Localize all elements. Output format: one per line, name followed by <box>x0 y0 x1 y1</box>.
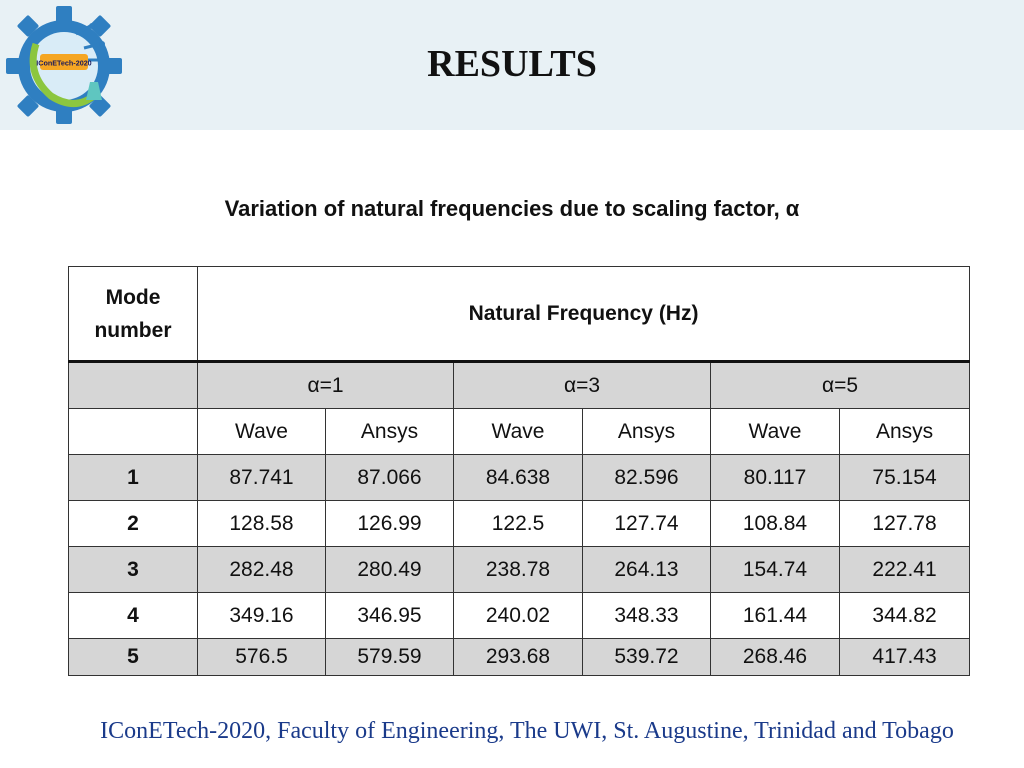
method-header: Ansys <box>583 409 711 455</box>
value-cell: 87.066 <box>326 455 454 501</box>
blank-cell <box>69 362 198 409</box>
value-cell: 222.41 <box>840 547 970 593</box>
mode-cell: 5 <box>69 639 198 676</box>
mode-cell: 2 <box>69 501 198 547</box>
value-cell: 75.154 <box>840 455 970 501</box>
method-header: Wave <box>454 409 583 455</box>
value-cell: 280.49 <box>326 547 454 593</box>
value-cell: 161.44 <box>711 593 840 639</box>
value-cell: 344.82 <box>840 593 970 639</box>
page-title: RESULTS <box>427 43 597 85</box>
alpha-1-header: α=1 <box>198 362 454 409</box>
value-cell: 539.72 <box>583 639 711 676</box>
value-cell: 576.5 <box>198 639 326 676</box>
table-row <box>69 547 970 593</box>
value-cell: 84.638 <box>454 455 583 501</box>
value-cell: 122.5 <box>454 501 583 547</box>
method-header: Wave <box>198 409 326 455</box>
value-cell: 87.741 <box>198 455 326 501</box>
value-cell: 417.43 <box>840 639 970 676</box>
value-cell: 80.117 <box>711 455 840 501</box>
value-cell: 154.74 <box>711 547 840 593</box>
table-header-row <box>69 267 970 362</box>
table-row <box>69 639 970 676</box>
value-cell: 238.78 <box>454 547 583 593</box>
value-cell: 108.84 <box>711 501 840 547</box>
value-cell: 346.95 <box>326 593 454 639</box>
mode-cell: 3 <box>69 547 198 593</box>
value-cell: 282.48 <box>198 547 326 593</box>
mode-cell: 1 <box>69 455 198 501</box>
value-cell: 579.59 <box>326 639 454 676</box>
method-header: Ansys <box>840 409 970 455</box>
value-cell: 293.68 <box>454 639 583 676</box>
alpha-3-header: α=3 <box>454 362 711 409</box>
value-cell: 264.13 <box>583 547 711 593</box>
value-cell: 268.46 <box>711 639 840 676</box>
value-cell: 240.02 <box>454 593 583 639</box>
value-cell: 127.78 <box>840 501 970 547</box>
table-row <box>69 501 970 547</box>
results-table <box>68 266 970 676</box>
alpha-5-header: α=5 <box>711 362 970 409</box>
mode-number-header: Mode number <box>69 267 198 362</box>
value-cell: 349.16 <box>198 593 326 639</box>
natural-frequency-header: Natural Frequency (Hz) <box>198 267 970 362</box>
table-row <box>69 593 970 639</box>
value-cell: 127.74 <box>583 501 711 547</box>
svg-text:IConETech-2020: IConETech-2020 <box>36 58 92 68</box>
method-header-row <box>69 409 970 455</box>
method-header: Ansys <box>326 409 454 455</box>
value-cell: 348.33 <box>583 593 711 639</box>
method-header: Wave <box>711 409 840 455</box>
footer-text: IConETech-2020, Faculty of Engineering, The UWI, St. Augustine, Trinidad and Tobago <box>100 718 954 744</box>
alpha-header-row <box>69 362 970 409</box>
value-cell: 126.99 <box>326 501 454 547</box>
value-cell: 128.58 <box>198 501 326 547</box>
blank-cell <box>69 409 198 455</box>
table-caption: Variation of natural frequencies due to scaling factor, α <box>224 196 800 221</box>
table-row <box>69 455 970 501</box>
value-cell: 82.596 <box>583 455 711 501</box>
mode-cell: 4 <box>69 593 198 639</box>
